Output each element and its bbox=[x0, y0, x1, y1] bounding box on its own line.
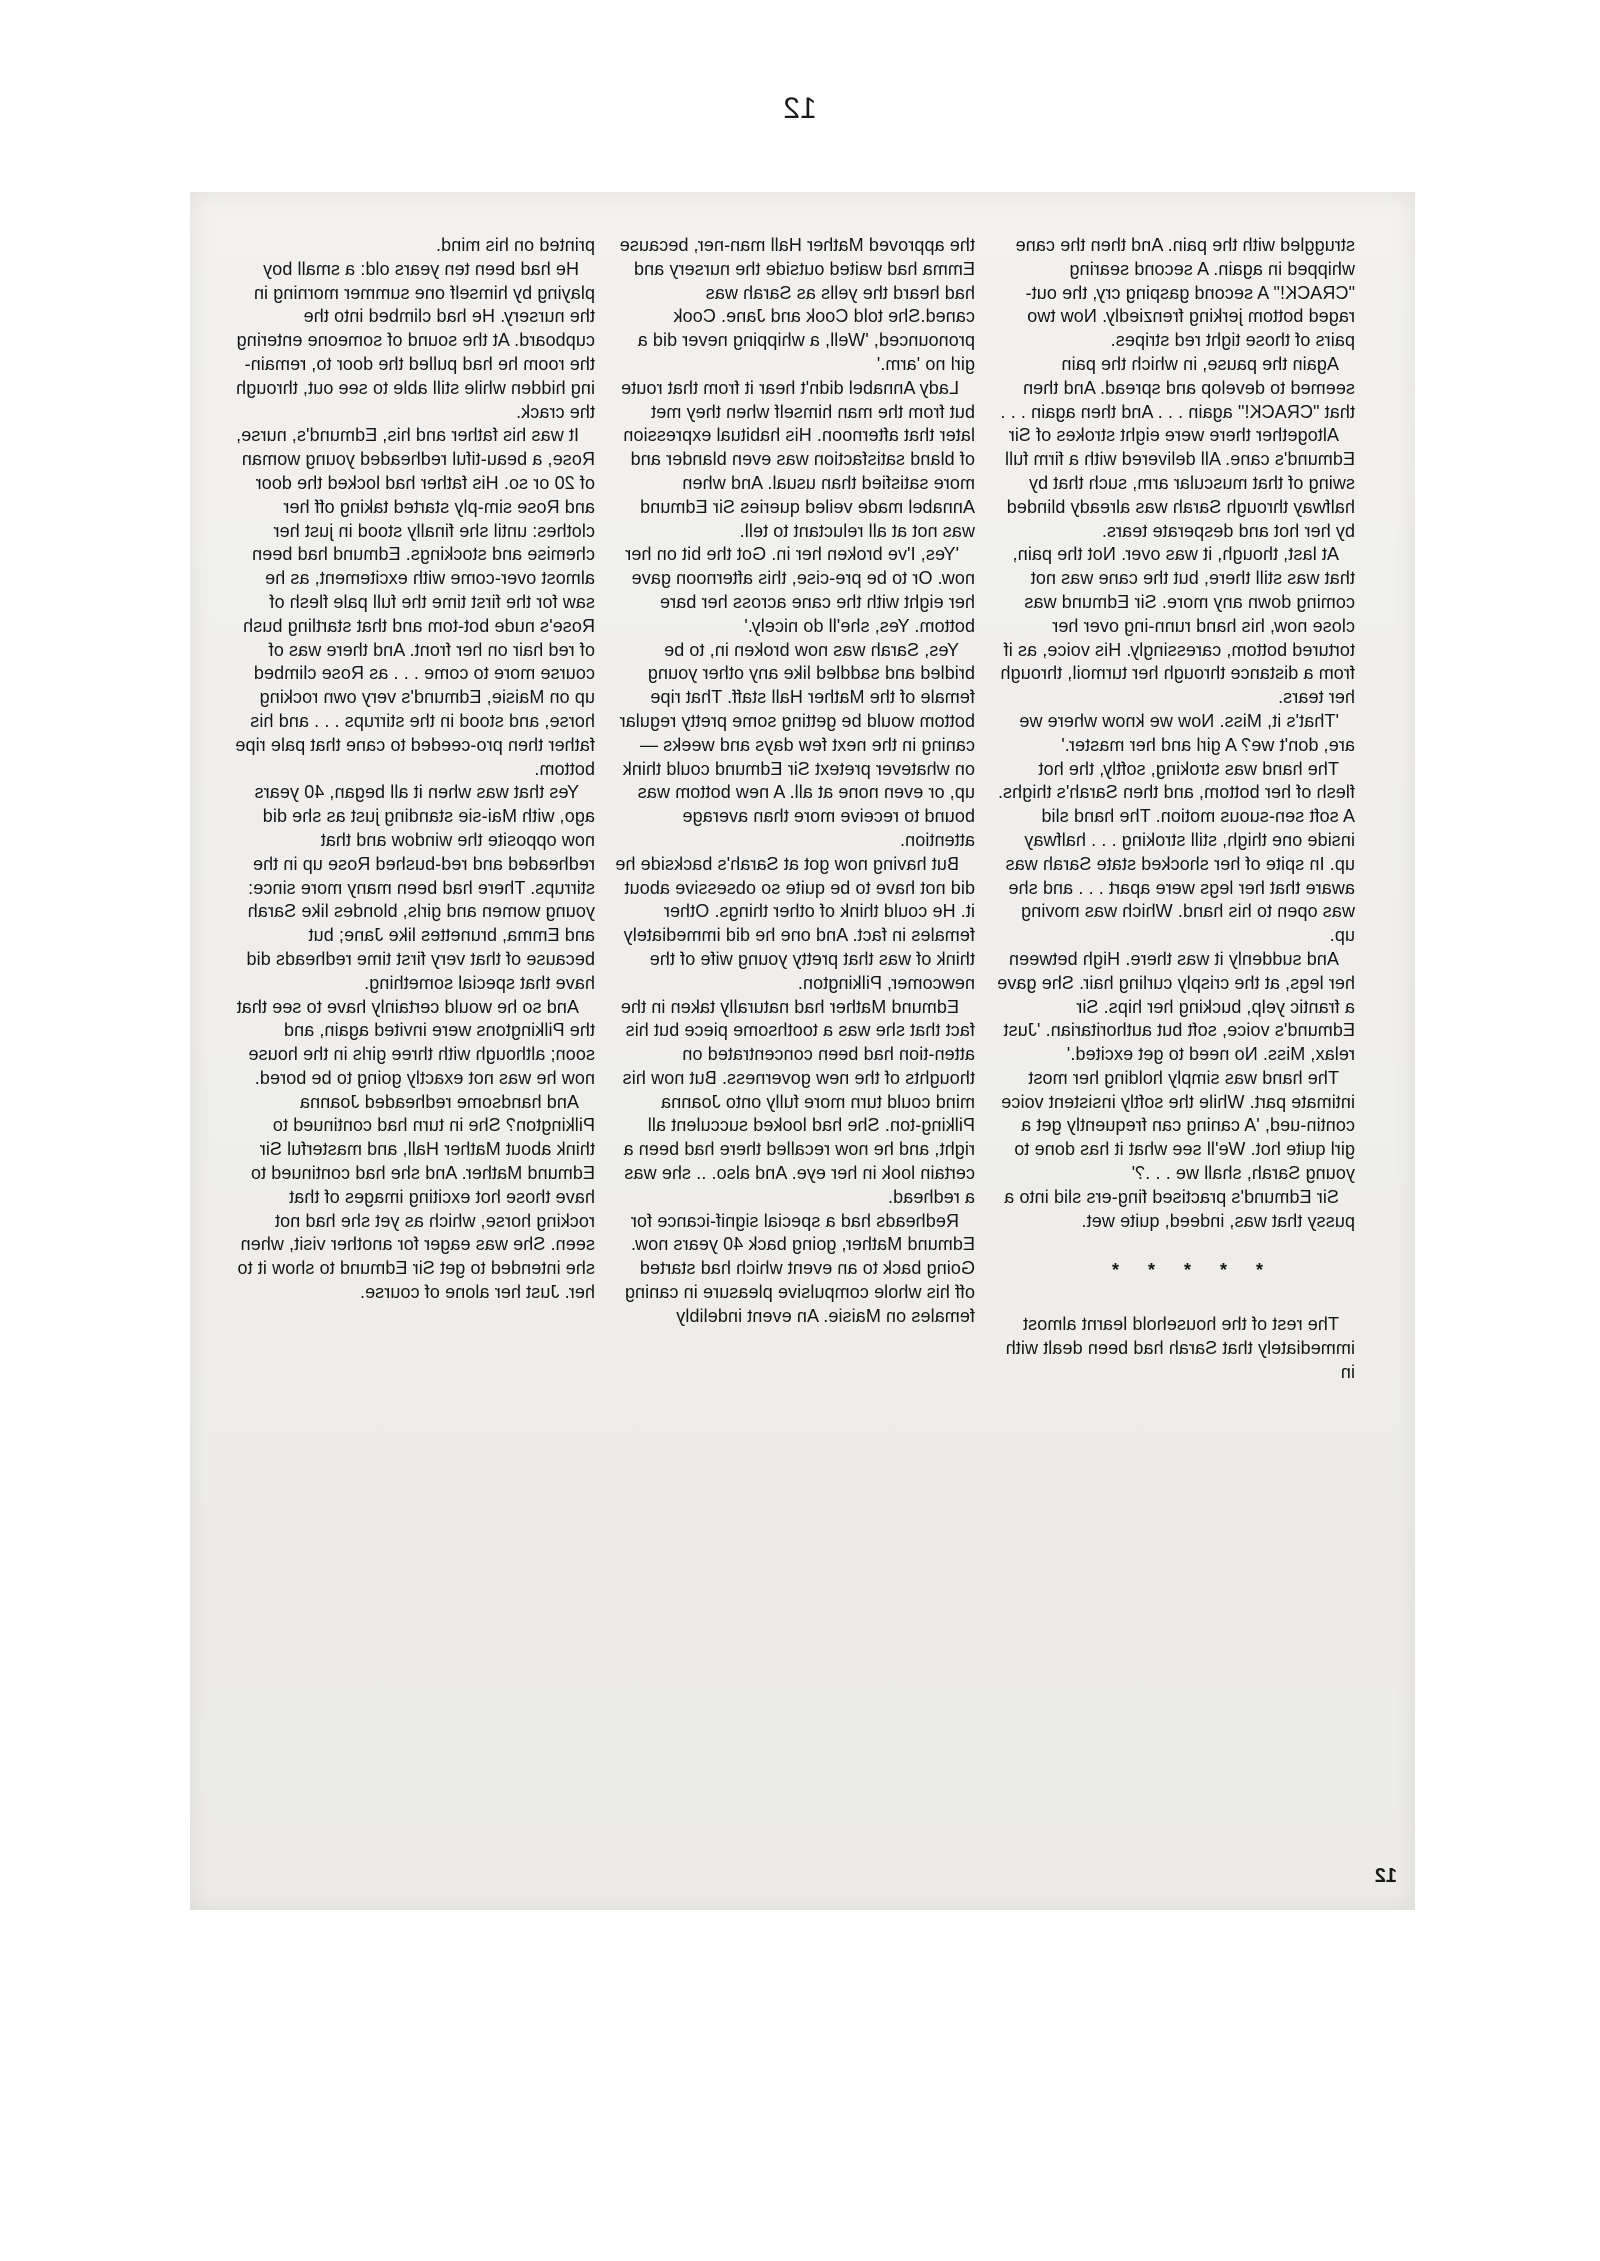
paragraph: And suddenly it was there. High between her legs, at the crisply curling hair. She gave a frantic yelp, bucking her hips. Sir Edmund's voice, soft but authoritarian. 'Just relax, Miss. No need to get excited.' bbox=[997, 948, 1355, 1065]
paragraph: 'That's it, Miss. Now we know where we are, don't we? A girl and her master.' bbox=[1019, 710, 1355, 755]
paragraph: Redheads had a special signif-icance for Edmund Mather, going back 40 years now. Going back to an event which had started off his whole compulsive pleasure in caning females on Maisie. An event indelibly bbox=[624, 1210, 975, 1326]
paragraph: The hand was stroking, softly, the hot flesh of her bottom, and then Sarah's thighs. A soft sen-suous motion. The hand slid inside one thigh, still stroking . . . halfway up. In spite of her shocked state Sarah was aware that her legs were apart . . . and she was open to his hand. Which was moving up. bbox=[997, 758, 1355, 946]
page-number-top: 12 bbox=[783, 92, 817, 125]
paragraph: It was his father and his, Edmund's, nurse, Rose, a beau-tiful redheaded young woman of 20 or so. His father had locked the door and Rose sim-ply started taking off her clothes: until she finally stood in just her chemise and stockings. Edmund had been almost over-come with excitement, as he saw for the first time the full pale flesh of Rose's nude bot-tom and that startling bush of red hair on her front. And there was of course more to come . . . as Rose climbed up on Maisie, Edmund's very own rocking horse, and stood in the stirrups . . . and his father then pro-ceeded to cane that pale ripe bottom. bbox=[235, 425, 595, 779]
paragraph: Yes, Sarah was now broken in, to be bridled and saddled like any other young female of the Mather Hall staff. That ripe bottom would be getting some pretty regular caning in the next few days and weeks — on whatever pretext Sir Edmund could think up, or even none at all. A new bottom was bound to receive more than average attention. bbox=[619, 639, 975, 850]
paragraph: Yes that was when it all began, 40 years ago, with Mai-sie standing just as she did now opposite the window and that redheaded and red-bushed Rose up in the stirrups. There had been many more since: young women and girls, blondes like Sarah and Emma, brunettes like Jane; but because of that very first time redheads did have that special something. bbox=[246, 782, 595, 993]
page-number-bottom: 12 bbox=[1374, 1865, 1397, 1887]
text-column-3 bbox=[235, 234, 595, 1305]
paragraph: Altogether there were eight strokes of Sir Edmund's cane. All delivered with a firm full swing of that muscular arm, such that by halfway through Sarah was already blinded by her hot and desperate tears. bbox=[1004, 425, 1355, 541]
scanned-page bbox=[190, 192, 1415, 1910]
paragraph: And so he would certainly have to see that the Pilkingtons were invited again, and soon; although with three girls in the house now he was not exactly going to be bored. bbox=[236, 996, 595, 1088]
paragraph: 'Yes, I've broken her in. Got the bit on her now. Or to be pre-cise, this afternoon gave her eight with the cane across her bare bottom. Yes, she'll do nicely.' bbox=[625, 544, 975, 636]
paragraph: At last, though, it was over. Not the pain, that was still there, but the cane was not coming down any more. Sir Edmund was close now, his hand runn-ing over her tortured bottom, caressingly. His voice, as if from a distance through her turmoil, through her tears. bbox=[1000, 544, 1355, 708]
paragraph: And handsome redheaded Joanna Pilkington? She in turn had continued to think about Mather Hall, and masterful Sir Edmund Mather. And she had continued to have those hot exciting images of that rocking horse, which as yet she had not seen. She was eager for another visit, when she intended to get Sir Edmund to show it to her. Just her alone of course. bbox=[237, 1091, 595, 1303]
paragraph: Sir Edmund's practised fing-ers slid into a pussy that was, indeed, quite wet. bbox=[1004, 1186, 1355, 1231]
paragraph: Again the pause, in which the pain seemed to develop and spread. And then that "CRACK!" again . . . And then again . . . bbox=[1000, 353, 1355, 422]
paragraph: The hand was simply holding her most intimate part. While the softly insistent voice contin-ued, 'A caning can frequently get a girl quite hot. We'll see what it has done to young Sarah, shall we . . .?' bbox=[1001, 1067, 1355, 1184]
section-break: * * * * * bbox=[1099, 1260, 1263, 1281]
paragraph: Lady Annabel didn't hear it from that route but from the man himself when they met later that afternoon. His habitual expression of bland satisfaction was even blander and more satisfied than usual. And when Annabel made veiled queries Sir Edmund was not at all reluctant to tell. bbox=[621, 377, 975, 541]
text-column-1 bbox=[995, 234, 1355, 1385]
paragraph: He had been ten years old: a small boy playing by himself one summer morning in the nursery. He had climbed into the cupboard. At the sound of someone entering the room he had pulled the door to, remain-ing hidden while still able to see out, through the crack. bbox=[236, 258, 595, 422]
paragraph: printed on his mind. bbox=[435, 235, 595, 255]
text-column-2 bbox=[615, 234, 975, 1329]
paragraph: the approved Mather Hall man-ner, because Emma had waited outside the nursery and had heard the yells as Sarah was caned.She told Cook and Jane. Cook pronounced, 'Well, a whipping never did a girl no 'arm.' bbox=[619, 235, 975, 374]
mirrored-page-content bbox=[190, 192, 1415, 1910]
paragraph: Edmund Mather had naturally taken in the fact that she was a toothsome piece but his atten-tion had been concentrated on thoughts of the new governess. But now his mind could turn more fully onto Joanna Pilking-ton. She had looked succulent all right, and he now recalled there had been a certain look in her eye. And also. .. she was a redhead. bbox=[620, 996, 975, 1207]
paragraph: The rest of the household learnt almost immediately that Sarah had been dealt with in bbox=[1005, 1314, 1355, 1382]
paragraph: struggled with the pain. And then the cane whipped in again. A second searing "CRACK!" A second gasping cry, the out-raged bottom jerking frenziedly. Now two pairs of those tight red stripes. bbox=[1015, 235, 1355, 351]
paragraph: But having now got at Sarah's backside he did not have to be quite so obsessive about it. He could think of other things. Other females in fact. And one he did immediately think of was that pretty young wife of the newcomer, Pilkington. bbox=[615, 853, 975, 993]
